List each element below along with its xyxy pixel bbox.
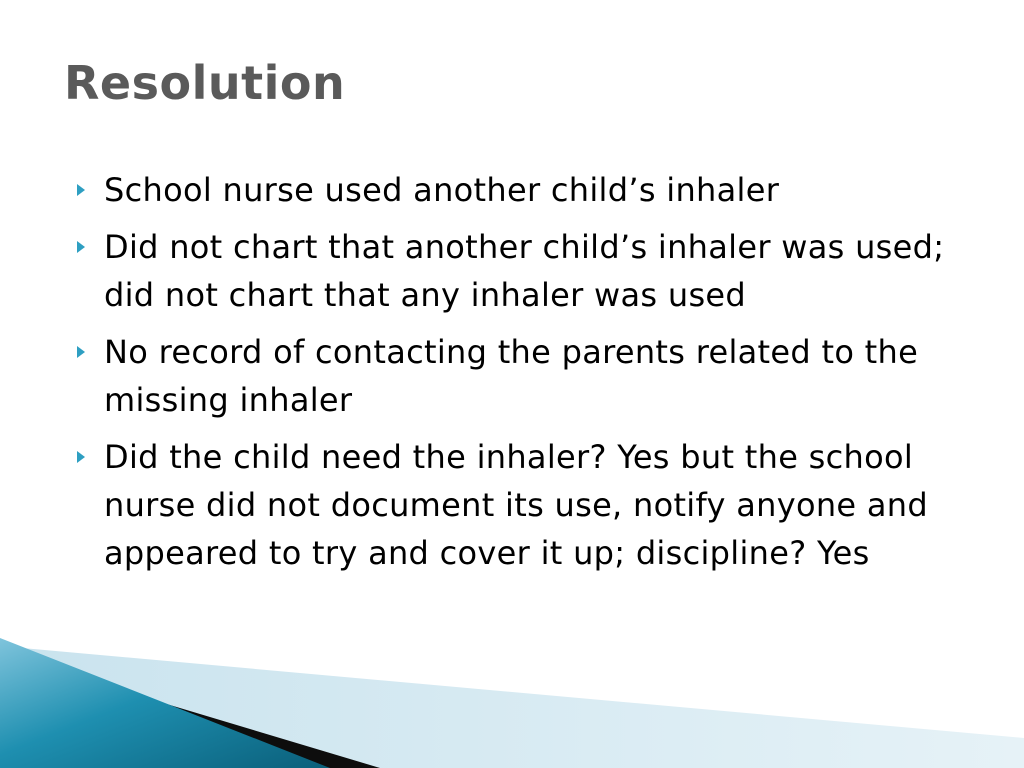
triangle-right-icon bbox=[77, 241, 85, 253]
triangle-right-icon bbox=[77, 451, 85, 463]
bullet-text: School nurse used another child’s inhaler bbox=[104, 171, 780, 209]
slide-title: Resolution bbox=[64, 56, 346, 110]
bullet-item bbox=[74, 223, 974, 319]
bullet-list bbox=[74, 166, 974, 586]
triangle-right-icon bbox=[77, 184, 85, 196]
bullet-item bbox=[74, 166, 974, 214]
bullet-item bbox=[74, 433, 974, 577]
bullet-text: No record of contacting the parents related to the missing inhaler bbox=[104, 333, 919, 419]
bullet-item bbox=[74, 328, 974, 424]
bullet-text: Did the child need the inhaler? Yes but the school nurse did not document its use, notify anyone and appeared to try and cover it up; discipline? Yes bbox=[104, 438, 928, 572]
decorative-swoosh bbox=[0, 638, 1024, 768]
bullet-text: Did not chart that another child’s inhaler was used; did not chart that any inhaler was used bbox=[104, 228, 945, 314]
triangle-right-icon bbox=[77, 346, 85, 358]
